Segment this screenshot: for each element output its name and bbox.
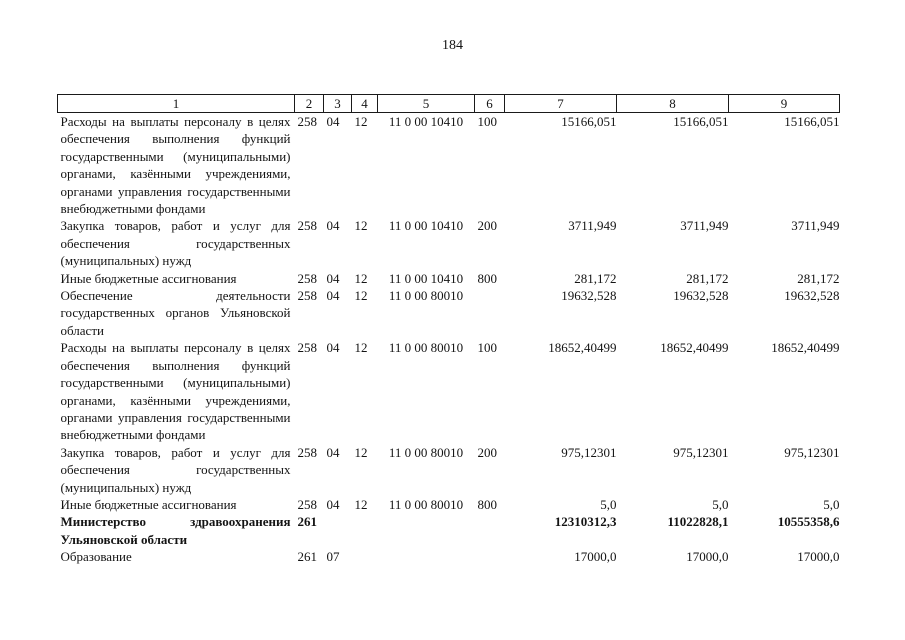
amount-cell-col8: 18652,40499 <box>660 340 729 356</box>
code-cell: 261 <box>297 549 317 565</box>
section-cell: 04 <box>326 114 340 129</box>
budget-table <box>57 94 840 566</box>
section-cell: 04 <box>326 270 340 286</box>
table-body <box>58 113 840 566</box>
target-article-cell: 11 0 00 80010 <box>388 340 464 356</box>
amount-cell-col9: 281,172 <box>797 270 840 286</box>
amount-cell-col7: 15166,051 <box>561 114 617 129</box>
code-cell: 258 <box>297 340 317 356</box>
header-col-3: 3 <box>324 95 352 113</box>
target-article-cell: 11 0 00 10410 <box>388 270 464 286</box>
row-name-cell: Образование <box>60 549 132 565</box>
row-name-cell: Расходы на выплаты персоналу в целях обеспечения выполнения функций государственными (муниципальными) органами, казёнными учреждениями, органами управления государственными внебюджетными фондами <box>60 340 291 443</box>
amount-cell-col9: 3711,949 <box>791 218 840 234</box>
header-col-4: 4 <box>352 95 378 113</box>
table-row <box>58 287 840 339</box>
amount-cell-col7: 18652,40499 <box>548 340 617 356</box>
amount-cell-col7: 5,0 <box>600 496 617 512</box>
section-cell: 04 <box>326 444 340 460</box>
code-cell: 258 <box>297 114 317 129</box>
expense-type-cell: 800 <box>477 270 497 286</box>
expense-type-cell <box>475 513 505 548</box>
table-row <box>58 270 840 287</box>
amount-cell-col9: 5,0 <box>823 496 840 512</box>
expense-type-cell: 200 <box>477 444 497 460</box>
subsection-cell <box>352 513 378 548</box>
table-row <box>58 513 840 548</box>
target-article-cell: 11 0 00 80010 <box>388 496 464 512</box>
subsection-cell: 12 <box>354 444 368 460</box>
amount-cell-col9: 15166,051 <box>784 114 840 129</box>
amount-cell-col9: 19632,528 <box>784 288 840 304</box>
row-name-cell: Закупка товаров, работ и услуг для обеспечения государственных (муниципальных) нужд <box>60 218 291 269</box>
expense-type-cell: 100 <box>477 340 497 356</box>
page-number: 184 <box>442 38 463 53</box>
amount-cell-col8: 5,0 <box>712 496 729 512</box>
code-cell: 258 <box>297 496 317 512</box>
amount-cell-col7: 19632,528 <box>561 288 617 304</box>
header-col-8: 8 <box>617 95 729 113</box>
expense-type-cell: 800 <box>477 496 497 512</box>
subsection-cell: 12 <box>354 288 368 304</box>
row-name-cell: Обеспечение деятельности государственных органов Ульяновской области <box>60 288 291 338</box>
subsection-cell <box>352 548 378 565</box>
amount-cell-col9: 10555358,6 <box>777 514 840 530</box>
expense-type-cell <box>475 287 505 339</box>
table-row <box>58 339 840 443</box>
amount-cell-col8: 281,172 <box>686 270 729 286</box>
section-cell <box>324 513 352 548</box>
row-name-cell: Расходы на выплаты персоналу в целях обеспечения выполнения функций государственными (муниципальными) органами, казёнными учреждениями, органами управления государственными внебюджетными фондами <box>60 114 291 217</box>
header-col-6: 6 <box>475 95 505 113</box>
target-article-cell: 11 0 00 80010 <box>388 288 464 304</box>
section-cell: 04 <box>326 496 340 512</box>
table-row <box>58 113 840 218</box>
header-col-5: 5 <box>378 95 475 113</box>
row-name-cell: Иные бюджетные ассигнования <box>60 270 237 286</box>
amount-cell-col7: 3711,949 <box>568 218 617 234</box>
expense-type-cell: 100 <box>477 114 497 129</box>
header-row <box>58 95 840 113</box>
table-row <box>58 548 840 565</box>
target-article-cell: 11 0 00 80010 <box>388 444 464 460</box>
subsection-cell: 12 <box>354 114 368 129</box>
expense-type-cell <box>475 548 505 565</box>
table-row <box>58 217 840 269</box>
table-row <box>58 496 840 513</box>
row-name-cell: Министерство здравоохранения Ульяновской области <box>60 514 291 547</box>
header-col-7: 7 <box>505 95 617 113</box>
amount-cell-col9: 17000,0 <box>797 549 840 565</box>
amount-cell-col7: 17000,0 <box>574 549 617 565</box>
amount-cell-col7: 281,172 <box>574 270 617 286</box>
header-col-2: 2 <box>295 95 324 113</box>
amount-cell-col7: 12310312,3 <box>554 514 617 530</box>
subsection-cell: 12 <box>354 218 368 234</box>
amount-cell-col8: 975,12301 <box>673 444 729 460</box>
target-article-cell: 11 0 00 10410 <box>388 114 464 129</box>
subsection-cell: 12 <box>354 496 368 512</box>
amount-cell-col8: 17000,0 <box>686 549 729 565</box>
subsection-cell: 12 <box>354 340 368 356</box>
target-article-cell: 11 0 00 10410 <box>388 218 464 234</box>
code-cell: 258 <box>297 270 317 286</box>
amount-cell-col9: 975,12301 <box>784 444 840 460</box>
subsection-cell: 12 <box>354 270 368 286</box>
section-cell: 04 <box>326 340 340 356</box>
section-cell: 04 <box>326 288 340 304</box>
target-article-cell <box>378 548 475 565</box>
section-cell: 04 <box>326 218 340 234</box>
code-cell: 261 <box>297 514 317 530</box>
target-article-cell <box>378 513 475 548</box>
section-cell: 07 <box>326 549 340 565</box>
amount-cell-col8: 15166,051 <box>673 114 729 129</box>
amount-cell-col8: 3711,949 <box>680 218 729 234</box>
amount-cell-col9: 18652,40499 <box>771 340 840 356</box>
amount-cell-col7: 975,12301 <box>561 444 617 460</box>
code-cell: 258 <box>297 444 317 460</box>
amount-cell-col8: 11022828,1 <box>667 514 729 530</box>
row-name-cell: Закупка товаров, работ и услуг для обеспечения государственных (муниципальных) нужд <box>60 444 291 495</box>
code-cell: 258 <box>297 288 317 304</box>
code-cell: 258 <box>297 218 317 234</box>
amount-cell-col8: 19632,528 <box>673 288 729 304</box>
table-row <box>58 444 840 496</box>
expense-type-cell: 200 <box>477 218 497 234</box>
header-col-1: 1 <box>58 95 295 113</box>
header-col-9: 9 <box>729 95 840 113</box>
row-name-cell: Иные бюджетные ассигнования <box>60 496 237 512</box>
